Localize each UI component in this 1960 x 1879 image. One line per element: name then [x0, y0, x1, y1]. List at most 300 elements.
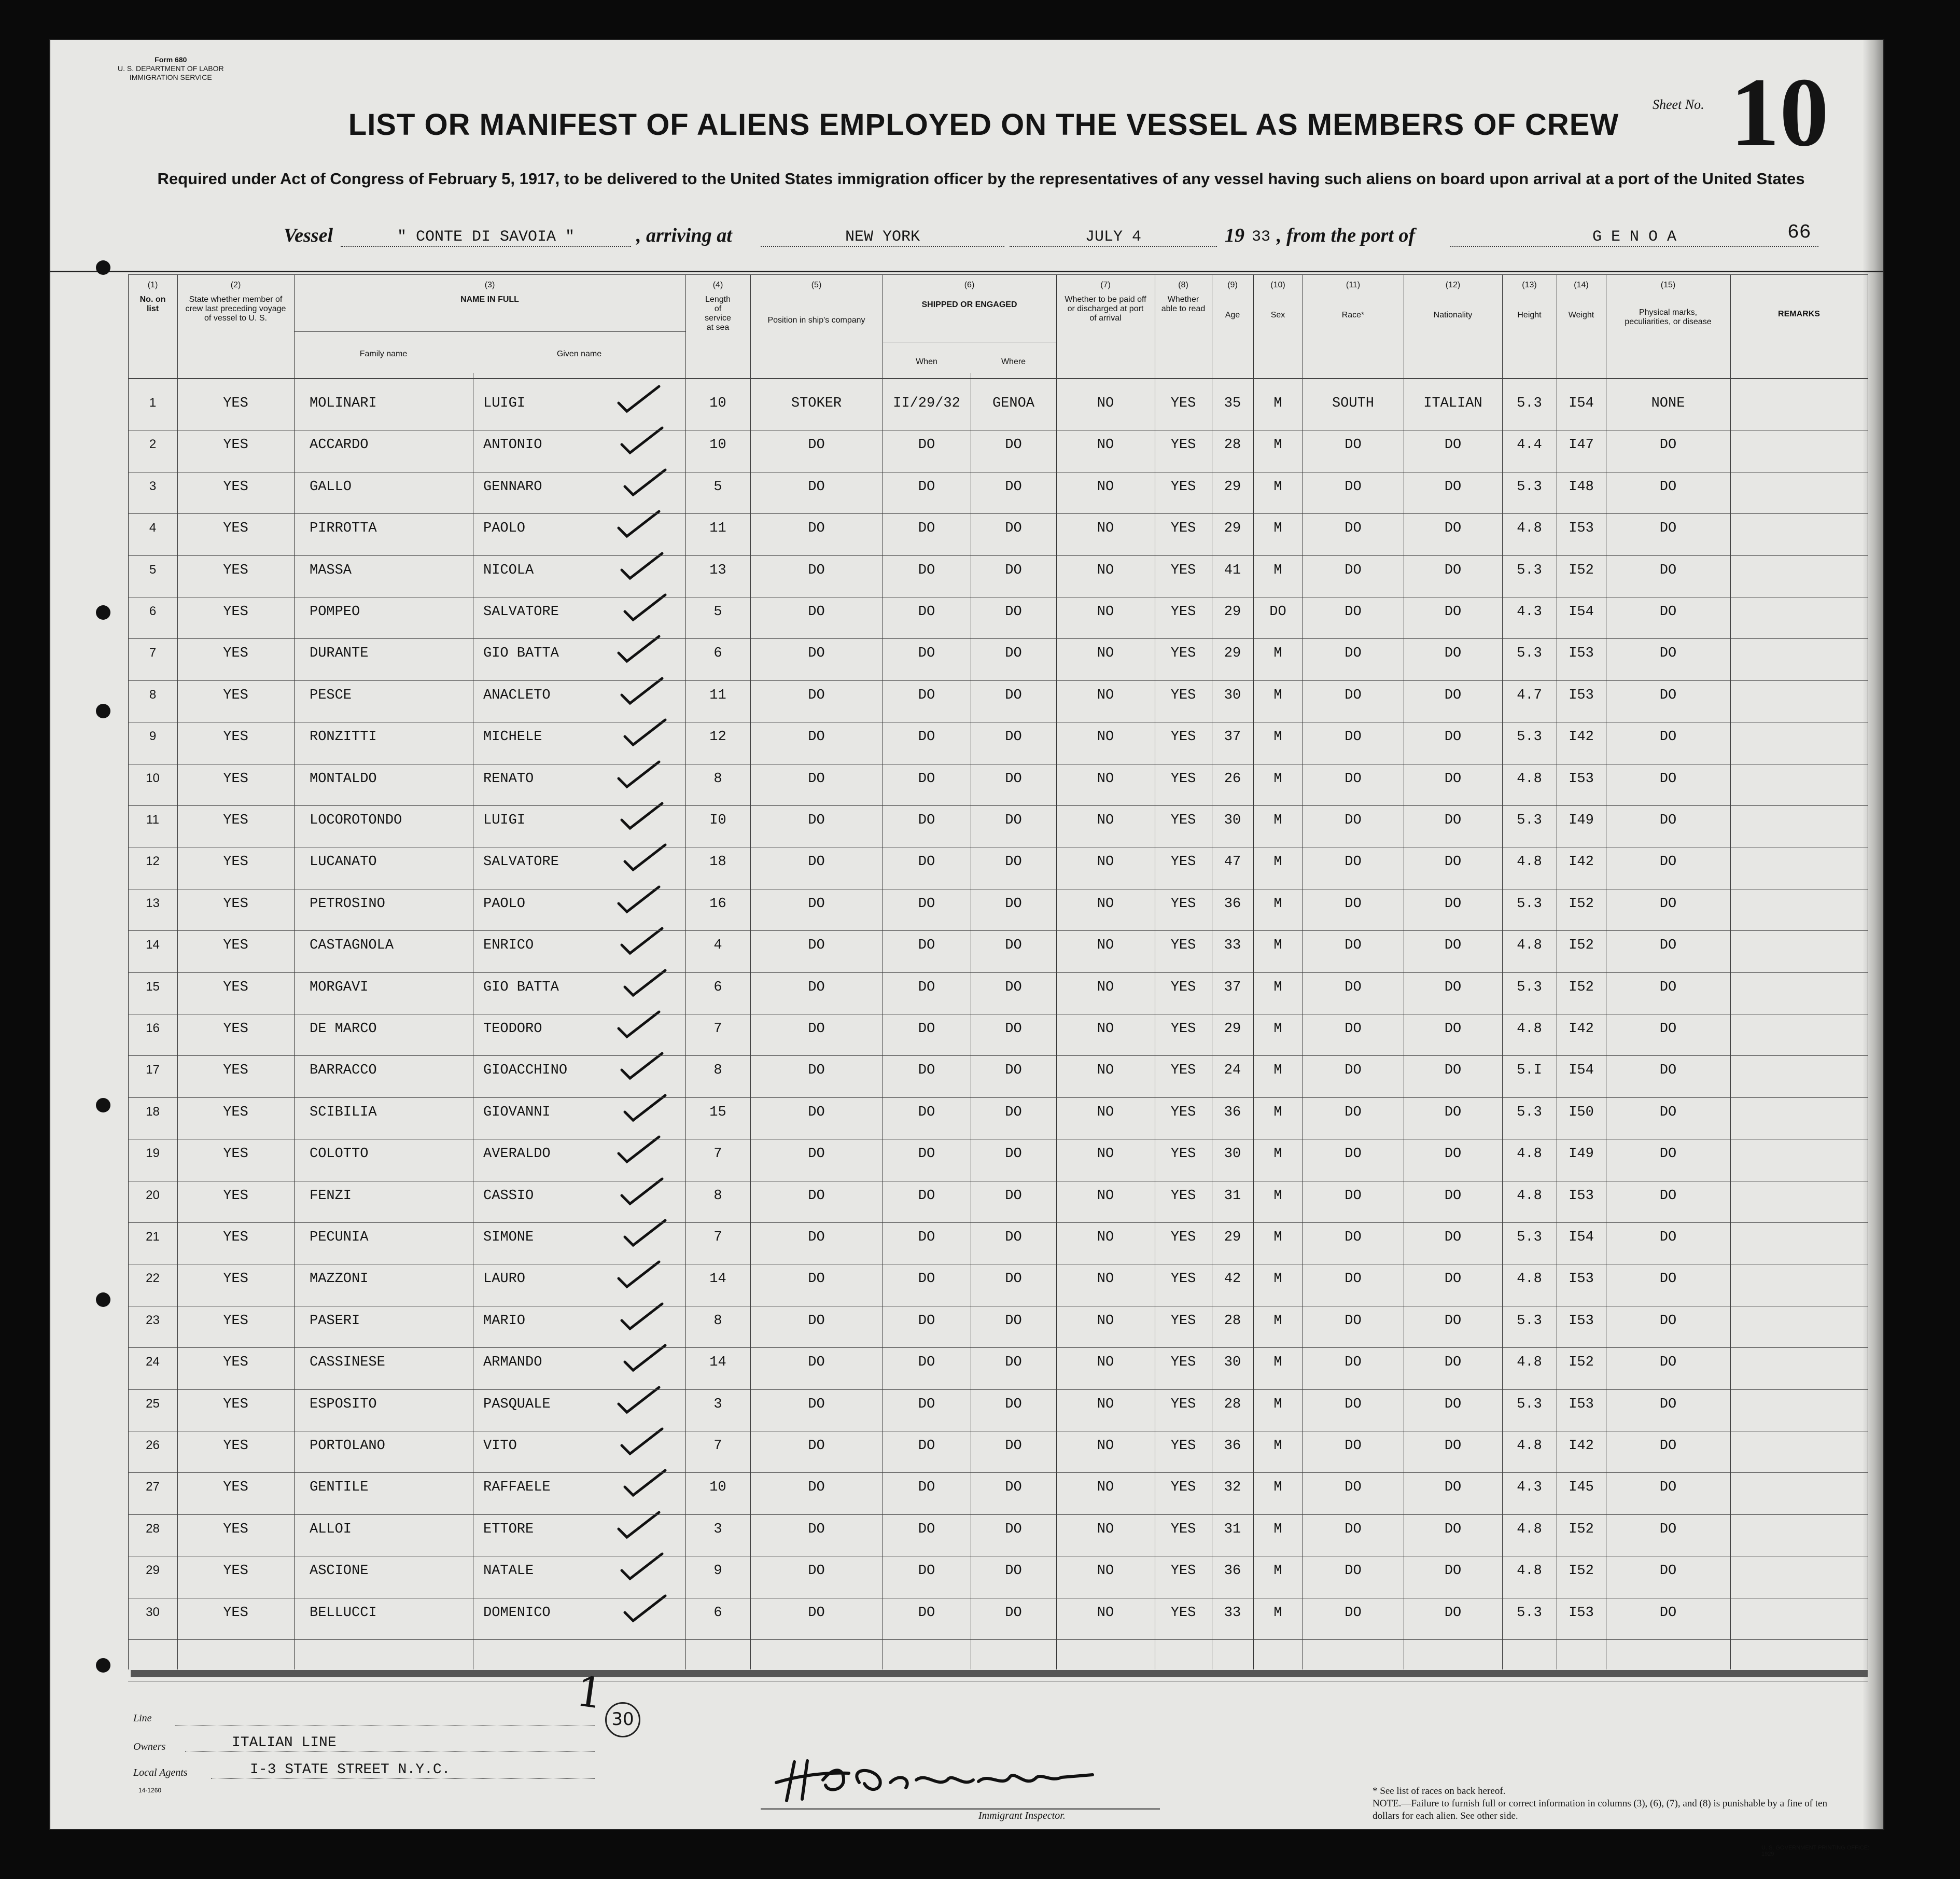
check-mark-icon	[615, 1384, 662, 1415]
agents-label: Local Agents	[133, 1767, 188, 1778]
cell-position: DO	[808, 604, 825, 620]
cell-given-name: MICHELE	[483, 729, 542, 745]
cell-previous-voyage: YES	[223, 896, 248, 912]
cell-position: DO	[808, 521, 825, 537]
check-mark-icon	[615, 383, 662, 414]
year-prefix: 19	[1225, 225, 1244, 246]
header-read-index: (8)	[1178, 281, 1188, 289]
cell-paid-off: NO	[1097, 479, 1114, 495]
cell-nationality: DO	[1444, 1146, 1462, 1162]
cell-weight: I53	[1569, 1396, 1594, 1412]
punch-hole	[96, 1098, 110, 1112]
header-weight-label: Weight	[1568, 311, 1594, 319]
cell-shipped-when: DO	[918, 1230, 935, 1245]
cell-race: DO	[1345, 1563, 1362, 1579]
cell-family-name: ESPOSITO	[310, 1396, 377, 1412]
cell-position: DO	[808, 1438, 825, 1454]
cell-age: 37	[1224, 729, 1241, 745]
cell-paid-off: NO	[1097, 896, 1114, 912]
cell-shipped-when: DO	[918, 687, 935, 703]
cell-age: 31	[1224, 1188, 1241, 1204]
row-rule	[128, 972, 1868, 973]
inspector-label: Immigrant Inspector.	[978, 1810, 1066, 1821]
header-remarks	[1730, 274, 1868, 373]
cell-previous-voyage: YES	[223, 729, 248, 745]
cell-paid-off: NO	[1097, 687, 1114, 703]
cell-physical-marks: DO	[1659, 1230, 1677, 1245]
cell-read: YES	[1170, 562, 1196, 578]
cell-sex: M	[1273, 1313, 1282, 1329]
cell-family-name: GENTILE	[310, 1480, 369, 1496]
cell-height: 5.3	[1517, 1313, 1542, 1329]
cell-weight: I47	[1569, 437, 1594, 453]
cell-height: 5.I	[1517, 1063, 1542, 1079]
cell-family-name: MORGAVI	[310, 979, 369, 995]
cell-age: 29	[1224, 646, 1241, 662]
cell-sex: M	[1273, 646, 1282, 662]
cell-sex: M	[1273, 437, 1282, 453]
cell-no: 5	[149, 562, 157, 577]
cell-position: DO	[808, 1355, 825, 1371]
cell-paid-off: NO	[1097, 396, 1114, 411]
cell-service-years: 3	[713, 1396, 722, 1412]
cell-service-years: 14	[709, 1355, 726, 1371]
cell-service-years: 8	[713, 771, 722, 787]
cell-service-years: 13	[709, 562, 726, 578]
header-shipped-label: SHIPPED OR ENGAGED	[921, 300, 1017, 309]
cell-weight: I42	[1569, 1438, 1594, 1454]
cell-shipped-when: DO	[918, 896, 935, 912]
cell-position: DO	[808, 1605, 825, 1621]
cell-sex: M	[1273, 1563, 1282, 1579]
cell-age: 29	[1224, 1021, 1241, 1037]
cell-paid-off: NO	[1097, 562, 1114, 578]
header-shipped-where: Where	[1001, 357, 1026, 366]
manifest-sheet	[49, 39, 1884, 1857]
cell-position: DO	[808, 1521, 825, 1537]
cell-age: 47	[1224, 854, 1241, 870]
cell-age: 30	[1224, 687, 1241, 703]
cell-family-name: PIRROTTA	[310, 521, 377, 537]
cell-service-years: I0	[709, 813, 726, 828]
check-mark-icon	[619, 1301, 665, 1332]
cell-paid-off: NO	[1097, 646, 1114, 662]
check-mark-icon	[615, 1009, 662, 1040]
cell-previous-voyage: YES	[223, 646, 248, 662]
cell-position: DO	[808, 1104, 825, 1120]
cell-family-name: CASSINESE	[310, 1355, 385, 1371]
cell-family-name: DE MARCO	[310, 1021, 377, 1037]
cell-age: 37	[1224, 979, 1241, 995]
inspector-signature	[771, 1751, 1134, 1808]
cell-age: 26	[1224, 771, 1241, 787]
cell-previous-voyage: YES	[223, 979, 248, 995]
cell-no: 19	[146, 1146, 160, 1161]
cell-family-name: MAZZONI	[310, 1271, 369, 1287]
header-no-index: (1)	[147, 281, 158, 289]
cell-race: DO	[1345, 1104, 1362, 1120]
cell-paid-off: NO	[1097, 771, 1114, 787]
cell-given-name: TEODORO	[483, 1021, 542, 1037]
header-race-label: Race*	[1341, 311, 1365, 319]
vessel-line	[123, 224, 1808, 250]
row-rule	[128, 513, 1868, 514]
cell-given-name: RAFFAELE	[483, 1480, 551, 1496]
cell-weight: I53	[1569, 687, 1594, 703]
cell-height: 5.3	[1517, 1605, 1542, 1621]
check-mark-icon	[619, 675, 665, 706]
service-name: IMMIGRATION SERVICE	[129, 73, 212, 81]
row-rule	[128, 805, 1868, 806]
cell-age: 29	[1224, 604, 1241, 620]
cell-weight: I52	[1569, 562, 1594, 578]
cell-shipped-when: DO	[918, 562, 935, 578]
cell-weight: I53	[1569, 1313, 1594, 1329]
cell-nationality: DO	[1444, 1396, 1462, 1412]
cell-shipped-when: DO	[918, 479, 935, 495]
cell-race: DO	[1345, 979, 1362, 995]
cell-race: DO	[1345, 437, 1362, 453]
cell-service-years: 14	[709, 1271, 726, 1287]
header-no-label: No. on list	[139, 295, 166, 313]
cell-sex: M	[1273, 687, 1282, 703]
cell-family-name: ACCARDO	[310, 437, 369, 453]
check-mark-icon	[619, 1551, 665, 1582]
cell-previous-voyage: YES	[223, 479, 248, 495]
cell-paid-off: NO	[1097, 1563, 1114, 1579]
cell-position: DO	[808, 1021, 825, 1037]
cell-shipped-when: DO	[918, 1355, 935, 1371]
cell-sex: M	[1273, 479, 1282, 495]
check-mark-icon	[615, 1509, 662, 1540]
cell-shipped-where: DO	[1005, 771, 1022, 787]
cell-physical-marks: DO	[1659, 1396, 1677, 1412]
cell-position: DO	[808, 813, 825, 828]
cell-height: 5.3	[1517, 896, 1542, 912]
cell-physical-marks: DO	[1659, 1563, 1677, 1579]
cell-no: 4	[149, 521, 157, 535]
cell-shipped-where: DO	[1005, 729, 1022, 745]
cell-service-years: 6	[713, 1605, 722, 1621]
cell-read: YES	[1170, 854, 1196, 870]
cell-nationality: DO	[1444, 813, 1462, 828]
cell-age: 41	[1224, 562, 1241, 578]
cell-height: 5.3	[1517, 979, 1542, 995]
check-mark-icon	[619, 1426, 665, 1457]
cell-position: DO	[808, 479, 825, 495]
cell-shipped-where: DO	[1005, 562, 1022, 578]
cell-read: YES	[1170, 604, 1196, 620]
cell-race: DO	[1345, 521, 1362, 537]
cell-shipped-when: DO	[918, 938, 935, 954]
owners-rule	[185, 1751, 595, 1752]
cell-nationality: DO	[1444, 896, 1462, 912]
cell-height: 5.3	[1517, 562, 1542, 578]
cell-service-years: 3	[713, 1521, 722, 1537]
cell-position: DO	[808, 1563, 825, 1579]
cell-service-years: 8	[713, 1313, 722, 1329]
cell-service-years: 12	[709, 729, 726, 745]
cell-given-name: GENNARO	[483, 479, 542, 495]
cell-shipped-when: DO	[918, 1396, 935, 1412]
cell-age: 30	[1224, 1355, 1241, 1371]
cell-race: DO	[1345, 938, 1362, 954]
cell-race: DO	[1345, 479, 1362, 495]
cell-sex: M	[1273, 1521, 1282, 1537]
cell-height: 4.8	[1517, 1563, 1542, 1579]
cell-age: 35	[1224, 396, 1241, 411]
cell-paid-off: NO	[1097, 813, 1114, 828]
cell-sex: M	[1273, 813, 1282, 828]
cell-shipped-when: DO	[918, 1480, 935, 1496]
cell-read: YES	[1170, 521, 1196, 537]
cell-weight: I53	[1569, 1605, 1594, 1621]
cell-height: 4.3	[1517, 1480, 1542, 1496]
check-mark-icon	[619, 925, 665, 956]
header-race-index: (11)	[1346, 281, 1361, 289]
row-rule	[128, 1097, 1868, 1098]
cell-physical-marks: DO	[1659, 1021, 1677, 1037]
from-port-label: , from the port of	[1277, 225, 1416, 246]
punch-hole	[96, 1658, 110, 1673]
cell-weight: I53	[1569, 521, 1594, 537]
punch-hole	[96, 1292, 110, 1307]
cell-sex: M	[1273, 938, 1282, 954]
header-nationality-index: (12)	[1445, 281, 1461, 289]
form-header	[118, 55, 224, 82]
cell-shipped-where: DO	[1005, 1230, 1022, 1245]
cell-position: DO	[808, 1271, 825, 1287]
cell-no: 7	[149, 646, 157, 660]
header-name	[294, 274, 685, 331]
cell-sex: DO	[1269, 604, 1286, 620]
cell-race: DO	[1345, 729, 1362, 745]
cell-previous-voyage: YES	[223, 1063, 248, 1079]
cell-sex: M	[1273, 1480, 1282, 1496]
line-rule	[175, 1725, 595, 1726]
cell-physical-marks: DO	[1659, 1355, 1677, 1371]
cell-paid-off: NO	[1097, 854, 1114, 870]
cell-physical-marks: DO	[1659, 1521, 1677, 1537]
header-read	[1155, 274, 1212, 373]
header-weight	[1557, 274, 1606, 373]
cell-previous-voyage: YES	[223, 938, 248, 954]
cell-nationality: DO	[1444, 687, 1462, 703]
cell-read: YES	[1170, 1605, 1196, 1621]
cell-physical-marks: DO	[1659, 771, 1677, 787]
cell-no: 21	[146, 1230, 160, 1244]
cell-race: DO	[1345, 1438, 1362, 1454]
check-mark-icon	[619, 800, 665, 831]
cell-shipped-when: DO	[918, 1063, 935, 1079]
cell-family-name: PORTOLANO	[310, 1438, 385, 1454]
row-rule	[128, 1389, 1868, 1390]
arrival-date: JULY 4	[1010, 228, 1217, 247]
cell-no: 27	[146, 1480, 160, 1494]
cell-shipped-when: DO	[918, 1438, 935, 1454]
check-mark-icon	[622, 1092, 668, 1123]
cell-shipped-when: DO	[918, 979, 935, 995]
cell-sex: M	[1273, 729, 1282, 745]
cell-family-name: MONTALDO	[310, 771, 377, 787]
cell-no: 18	[146, 1104, 160, 1119]
cell-previous-voyage: YES	[223, 562, 248, 578]
cell-physical-marks: DO	[1659, 604, 1677, 620]
check-mark-icon	[619, 425, 665, 456]
cell-age: 30	[1224, 813, 1241, 828]
cell-nationality: ITALIAN	[1423, 396, 1482, 411]
cell-given-name: ARMANDO	[483, 1355, 542, 1371]
cell-physical-marks: DO	[1659, 854, 1677, 870]
header-previous-voyage	[177, 274, 294, 373]
punch-hole	[96, 260, 110, 275]
check-mark-icon	[615, 633, 662, 664]
cell-height: 4.3	[1517, 604, 1542, 620]
cell-service-years: 4	[713, 938, 722, 954]
cell-age: 29	[1224, 479, 1241, 495]
cell-given-name: RENATO	[483, 771, 534, 787]
cell-no: 25	[146, 1396, 160, 1411]
cell-weight: I53	[1569, 1188, 1594, 1204]
cell-sex: M	[1273, 771, 1282, 787]
cell-given-name: ENRICO	[483, 938, 534, 954]
cell-race: DO	[1345, 1396, 1362, 1412]
cell-weight: I52	[1569, 896, 1594, 912]
cell-shipped-when: DO	[918, 604, 935, 620]
row-rule	[128, 555, 1868, 556]
cell-no: 6	[149, 604, 157, 618]
cell-physical-marks: DO	[1659, 1063, 1677, 1079]
cell-weight: I52	[1569, 1563, 1594, 1579]
check-mark-icon	[615, 1134, 662, 1165]
cell-no: 14	[146, 938, 160, 952]
cell-paid-off: NO	[1097, 1313, 1114, 1329]
cell-shipped-where: DO	[1005, 938, 1022, 954]
cell-shipped-where: DO	[1005, 479, 1022, 495]
cell-service-years: 6	[713, 646, 722, 662]
cell-shipped-when: II/29/32	[893, 396, 960, 411]
cell-nationality: DO	[1444, 1480, 1462, 1496]
cell-physical-marks: DO	[1659, 896, 1677, 912]
header-service-label: Length of service at sea	[705, 295, 731, 332]
sheet-label: Sheet No.	[1653, 97, 1704, 112]
cell-age: 36	[1224, 1104, 1241, 1120]
cell-read: YES	[1170, 1146, 1196, 1162]
check-mark-icon	[622, 1342, 668, 1373]
cell-previous-voyage: YES	[223, 1230, 248, 1245]
header-shipped-index: (6)	[964, 281, 975, 289]
cell-previous-voyage: YES	[223, 1438, 248, 1454]
cell-race: DO	[1345, 1021, 1362, 1037]
cell-race: DO	[1345, 1521, 1362, 1537]
cell-nationality: DO	[1444, 479, 1462, 495]
cell-read: YES	[1170, 396, 1196, 411]
cell-no: 30	[146, 1605, 160, 1619]
cell-service-years: 7	[713, 1438, 722, 1454]
cell-nationality: DO	[1444, 1355, 1462, 1371]
cell-sex: M	[1273, 1063, 1282, 1079]
cell-weight: I54	[1569, 604, 1594, 620]
header-age-index: (9)	[1227, 281, 1238, 289]
check-mark-icon	[615, 759, 662, 790]
cell-previous-voyage: YES	[223, 1480, 248, 1496]
cell-no: 24	[146, 1355, 160, 1369]
cell-race: DO	[1345, 646, 1362, 662]
cell-family-name: DURANTE	[310, 646, 369, 662]
header-family-name: Family name	[359, 350, 408, 358]
note-races: * See list of races on back hereof.	[1373, 1786, 1506, 1797]
cell-previous-voyage: YES	[223, 1021, 248, 1037]
cell-weight: I53	[1569, 646, 1594, 662]
cell-weight: I42	[1569, 1021, 1594, 1037]
cell-race: DO	[1345, 1271, 1362, 1287]
cell-position: DO	[808, 938, 825, 954]
cell-previous-voyage: YES	[223, 396, 248, 411]
cell-no: 16	[146, 1021, 160, 1035]
cell-sex: M	[1273, 521, 1282, 537]
cell-weight: I52	[1569, 1521, 1594, 1537]
cell-previous-voyage: YES	[223, 1355, 248, 1371]
cell-service-years: 6	[713, 979, 722, 995]
cell-shipped-where: DO	[1005, 979, 1022, 995]
cell-weight: I52	[1569, 979, 1594, 995]
cell-shipped-where: DO	[1005, 1563, 1022, 1579]
cell-previous-voyage: YES	[223, 687, 248, 703]
cell-read: YES	[1170, 1021, 1196, 1037]
cell-position: DO	[808, 437, 825, 453]
cell-shipped-when: DO	[918, 1146, 935, 1162]
cell-paid-off: NO	[1097, 604, 1114, 620]
cell-nationality: DO	[1444, 646, 1462, 662]
cell-height: 5.3	[1517, 1230, 1542, 1245]
cell-read: YES	[1170, 646, 1196, 662]
cell-shipped-where: DO	[1005, 1605, 1022, 1621]
row-rule	[128, 638, 1868, 639]
cell-race: DO	[1345, 771, 1362, 787]
cell-no: 22	[146, 1271, 160, 1286]
cell-age: 42	[1224, 1271, 1241, 1287]
cell-position: DO	[808, 1146, 825, 1162]
cell-weight: I49	[1569, 1146, 1594, 1162]
cell-position: DO	[808, 1396, 825, 1412]
cell-height: 4.8	[1517, 1188, 1542, 1204]
cell-family-name: POMPEO	[310, 604, 360, 620]
cell-family-name: LOCOROTONDO	[310, 813, 402, 828]
cell-previous-voyage: YES	[223, 1188, 248, 1204]
header-physical-marks-label: Physical marks, peculiarities, or disease	[1625, 308, 1712, 326]
cell-physical-marks: DO	[1659, 979, 1677, 995]
cell-position: DO	[808, 854, 825, 870]
cell-paid-off: NO	[1097, 729, 1114, 745]
header-bottom-rule	[128, 378, 1868, 379]
header-sex-label: Sex	[1270, 311, 1285, 319]
cell-age: 32	[1224, 1480, 1241, 1496]
cell-shipped-where: DO	[1005, 1021, 1022, 1037]
cell-service-years: 11	[709, 521, 726, 537]
year-suffix: 33	[1251, 228, 1270, 246]
cell-paid-off: NO	[1097, 938, 1114, 954]
cell-paid-off: NO	[1097, 1021, 1114, 1037]
cell-position: DO	[808, 1230, 825, 1245]
cell-no: 9	[149, 729, 157, 744]
cell-race: DO	[1345, 1230, 1362, 1245]
row-rule	[128, 1639, 1868, 1640]
notes	[1373, 1785, 1839, 1822]
header-physical-marks-index: (15)	[1660, 281, 1676, 289]
cell-family-name: SCIBILIA	[310, 1104, 377, 1120]
cell-service-years: 9	[713, 1563, 722, 1579]
header-height-index: (13)	[1522, 281, 1537, 289]
